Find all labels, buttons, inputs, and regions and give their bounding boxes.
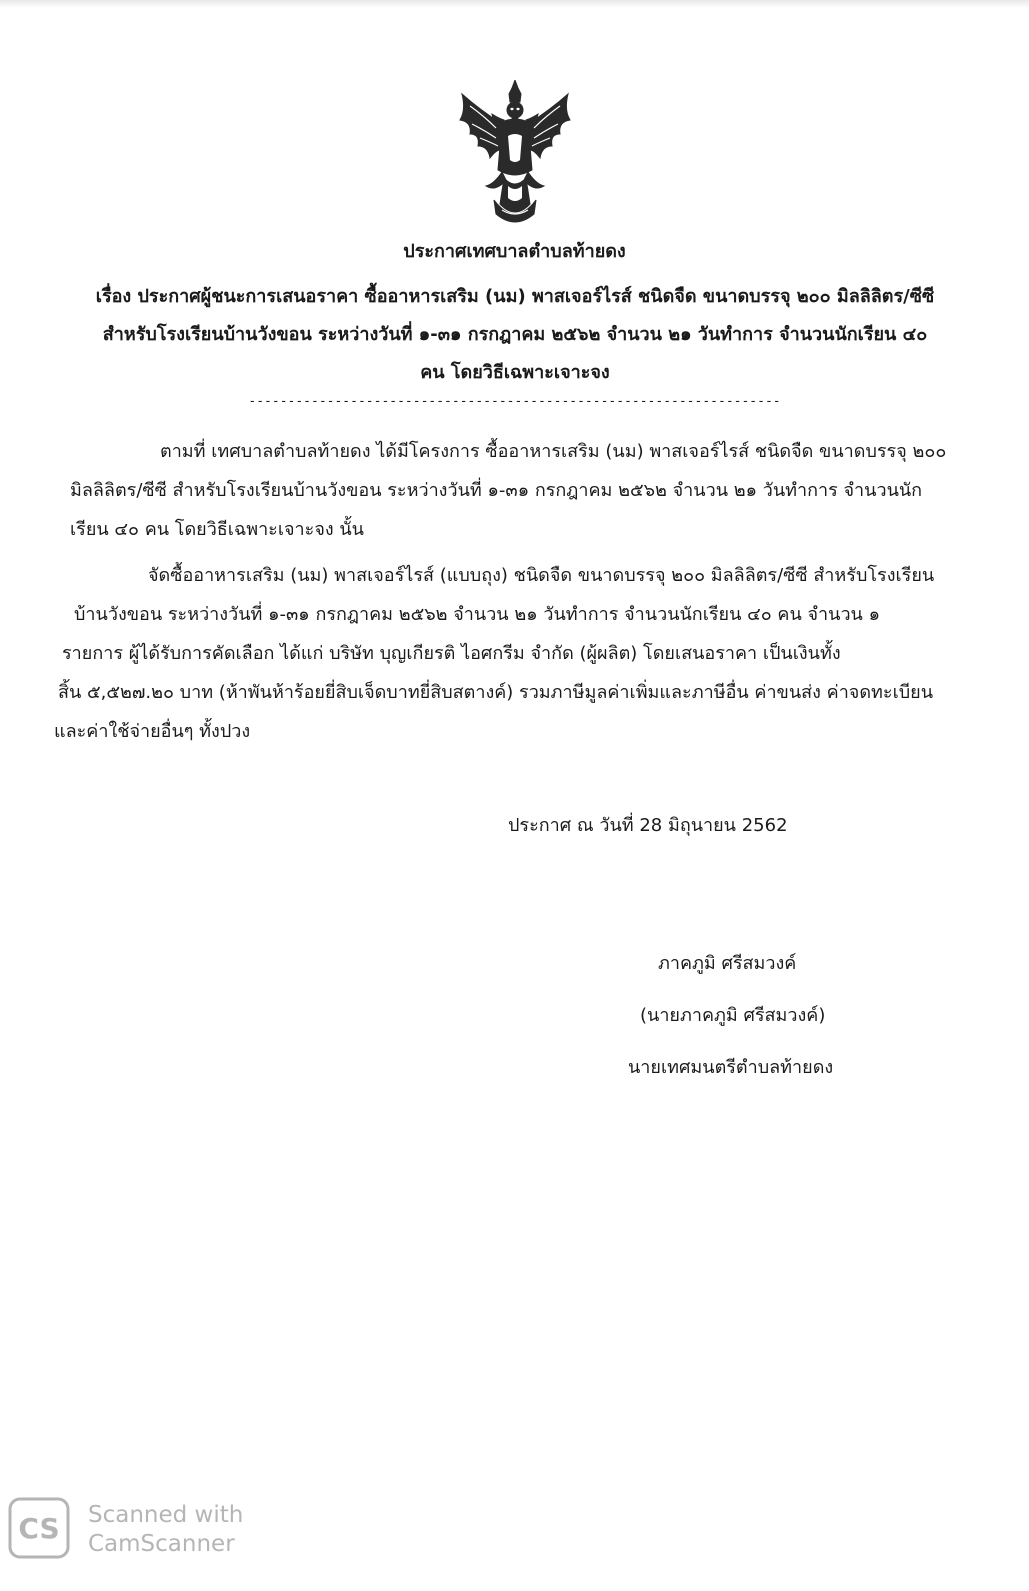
subject-line: เรื่อง ประกาศผู้ชนะการเสนอราคา ซื้ออาหารเสริม (นม) พาสเจอร์ไรส์ ชนิดจืด ขนาดบรรจุ ๒๐๐ มิลลิลิตร/ซีซี (95, 286, 935, 307)
paragraph-background (70, 432, 970, 549)
section-divider: -------------------------------------------------------------------- (248, 394, 781, 409)
paragraph-line: ตามที่ เทศบาลตำบลท้ายดง ได้มีโครงการ ซื้ออาหารเสริม (นม) พาสเจอร์ไรส์ ชนิดจืด ขนาดบรรจุ ๒๐๐ (160, 441, 947, 462)
watermark-text (88, 1501, 243, 1559)
subject-line: คน โดยวิธีเฉพาะเจาะจง (420, 362, 610, 383)
paragraph-line: และค่าใช้จ่ายอื่นๆ ทั้งปวง (54, 721, 251, 742)
paragraph-line: เรียน ๔๐ คน โดยวิธีเฉพาะเจาะจง นั้น (70, 519, 364, 540)
signature-position: นายเทศมนตรีตำบลท้ายดง (628, 1057, 834, 1078)
announcement-date: ประกาศ ณ วันที่ 28 มิถุนายน 2562 (508, 815, 788, 836)
scan-edge-shadow (0, 0, 1029, 8)
announcement-title: ประกาศเทศบาลตำบลท้ายดง (403, 241, 626, 262)
watermark-line: Scanned with (88, 1502, 244, 1528)
paragraph-line: มิลลิลิตร/ซีซี สำหรับโรงเรียนบ้านวังขอน ระหว่างวันที่ ๑-๓๑ กรกฎาคม ๒๕๖๒ จำนวน ๒๑ วันทำการ จำนวนนัก (70, 480, 923, 501)
camscanner-watermark (8, 1497, 268, 1561)
watermark-line: CamScanner (88, 1531, 235, 1557)
paragraph-award (54, 556, 982, 751)
subject-line: สำหรับโรงเรียนบ้านวังขอน ระหว่างวันที่ ๑-๓๑ กรกฎาคม ๒๕๖๒ จำนวน ๒๑ วันทำการ จำนวนนักเรียน ๔๐ (102, 324, 928, 345)
camscanner-logo-icon (8, 1497, 70, 1559)
paragraph-line: บ้านวังขอน ระหว่างวันที่ ๑-๓๑ กรกฎาคม ๒๕๖๒ จำนวน ๒๑ วันทำการ จำนวนนักเรียน ๔๐ คน จำนวน ๑ (74, 604, 881, 625)
paragraph-line: รายการ ผู้ได้รับการคัดเลือก ได้แก่ บริษัท บุญเกียรติ ไอศกรีม จำกัด (ผู้ผลิต) โดยเสนอราคา เป็นเงินทั้ง (62, 643, 841, 664)
signature-name: ภาคภูมิ ศรีสมวงค์ (658, 953, 797, 974)
paragraph-line: จัดซื้ออาหารเสริม (นม) พาสเจอร์ไรส์ (แบบถุง) ชนิดจืด ขนาดบรรจุ ๒๐๐ มิลลิลิตร/ซีซี สำหรับโรงเรียน (148, 565, 935, 586)
garuda-emblem-icon (450, 80, 580, 230)
camscanner-logo-text: CS (18, 1512, 60, 1545)
signature-full-name: (นายภาคภูมิ ศรีสมวงค์) (640, 1005, 826, 1026)
announcement-subject (70, 278, 960, 392)
paragraph-line: สิ้น ๕,๕๒๗.๒๐ บาท (ห้าพันห้าร้อยยี่สิบเจ็ดบาทยี่สิบสตางค์) รวมภาษีมูลค่าเพิ่มและภาษีอื่น ค่าขนส่ง ค่าจดทะเบียน (58, 682, 934, 703)
